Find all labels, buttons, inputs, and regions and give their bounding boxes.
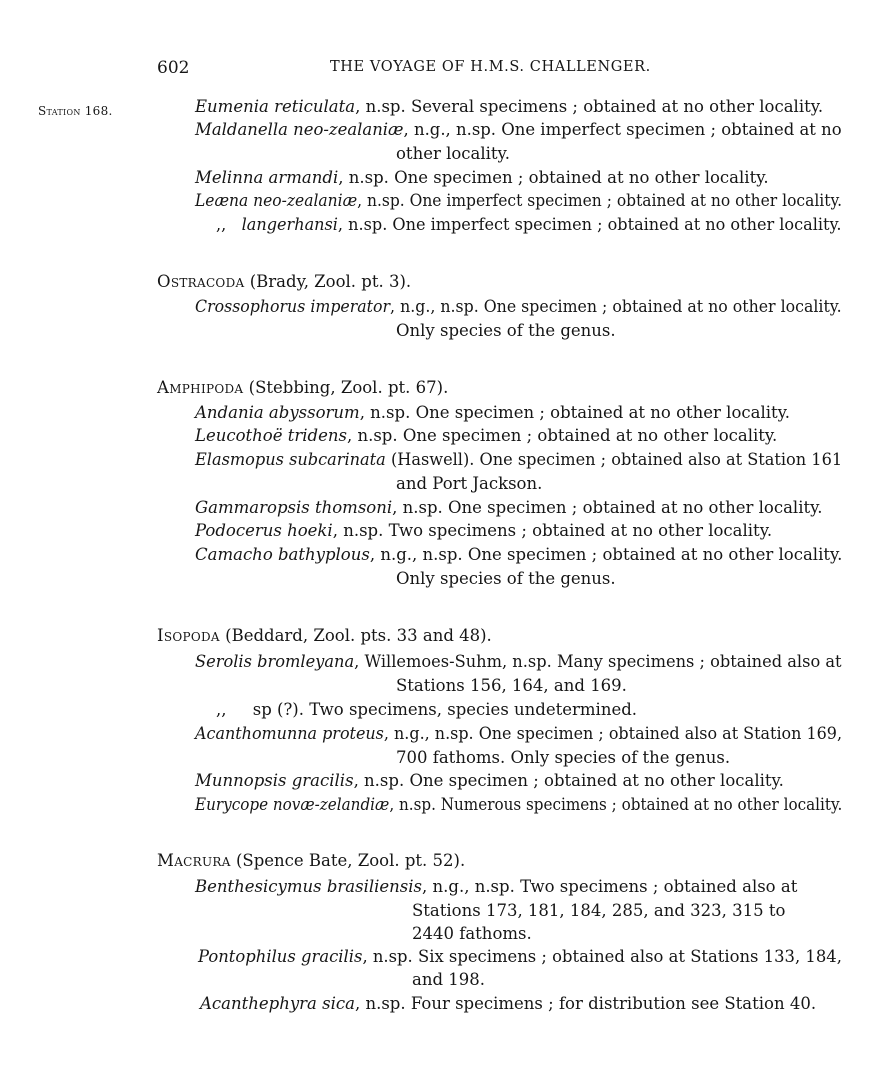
species-entry xyxy=(195,190,842,212)
species-entry xyxy=(216,214,842,236)
entry-text: (Haswell). One specimen ; obtained also at Station 161 xyxy=(385,450,843,469)
entry-text: , n.g., n.sp. One specimen ; obtained also at Station 169, xyxy=(383,724,843,743)
species-name: Serolis bromleyana xyxy=(195,652,355,671)
entry-continuation: 700 fathoms. Only species of the genus. xyxy=(396,748,731,767)
species-name: Crossophorus imperator xyxy=(195,297,391,316)
entry-text: , n.sp. One specimen ; obtained at no other locality. xyxy=(359,403,791,422)
species-name: Podocerus hoeki xyxy=(195,521,333,540)
group-heading xyxy=(157,850,465,872)
entry-continuation: Stations 173, 181, 184, 285, and 323, 315 to xyxy=(412,901,786,920)
group-name: Amphipoda xyxy=(157,378,244,397)
entry-text: , n.sp. Numerous specimens ; obtained at no other locality. xyxy=(389,795,843,814)
entry-continuation: Stations 156, 164, and 169. xyxy=(396,676,627,695)
group-authority: (Spence Bate, Zool. pt. 52). xyxy=(230,851,466,870)
group-heading xyxy=(157,271,411,293)
entry-continuation: Only species of the genus. xyxy=(396,321,616,340)
entry-text: , n.sp. Several specimens ; obtained at no other locality. xyxy=(355,97,824,116)
species-entry xyxy=(200,993,816,1015)
species-name: Leæna neo-zealaniæ xyxy=(195,191,358,210)
species-name: Melinna armandi xyxy=(195,168,339,187)
group-authority: (Beddard, Zool. pts. 33 and 48). xyxy=(219,626,492,645)
species-name: Pontophilus gracilis xyxy=(198,947,363,966)
species-name: Elasmopus subcarinata xyxy=(195,450,386,469)
page-number: 602 xyxy=(157,58,190,78)
ditto-mark: ,, xyxy=(216,215,227,234)
entry-text: , n.g., n.sp. One specimen ; obtained at no other locality. xyxy=(369,545,843,564)
species-entry xyxy=(198,946,842,968)
entry-text: , n.g., n.sp. One specimen ; obtained at no other locality. xyxy=(390,297,842,316)
species-name: Maldanella neo-zealaniæ xyxy=(195,120,404,139)
entry-text: , n.g., n.sp. Two specimens ; obtained also at xyxy=(422,877,798,896)
species-entry xyxy=(195,497,822,519)
entry-text: , n.sp. One specimen ; obtained at no other locality. xyxy=(392,498,823,517)
entry-text: , n.sp. One specimen ; obtained at no other locality. xyxy=(338,168,769,187)
species-name: Camacho bathyplous xyxy=(195,545,370,564)
species-entry xyxy=(216,699,637,721)
species-entry xyxy=(195,651,842,673)
species-name: Leucothoë tridens xyxy=(195,426,347,445)
entry-text: , n.sp. One imperfect specimen ; obtained at no other locality. xyxy=(337,215,842,234)
species-name: Munnopsis gracilis xyxy=(195,771,354,790)
species-entry xyxy=(195,167,769,189)
entry-continuation: and Port Jackson. xyxy=(396,474,543,493)
group-name: Ostracoda xyxy=(157,272,245,291)
entry-text: , n.sp. One specimen ; obtained at no other locality. xyxy=(353,771,784,790)
species-entry xyxy=(195,119,842,141)
species-entry xyxy=(195,520,772,542)
entry-text: sp (?). Two specimens, species undetermined. xyxy=(252,700,638,719)
group-heading xyxy=(157,625,492,647)
species-entry xyxy=(195,876,797,898)
entry-text: , n.sp. One imperfect specimen ; obtained at no other locality. xyxy=(357,191,843,210)
entry-text: , n.g., n.sp. One imperfect specimen ; obtained at no xyxy=(403,120,842,139)
entry-text: , n.sp. Six specimens ; obtained also at Stations 133, 184, xyxy=(362,947,842,966)
species-name: Andania abyssorum xyxy=(195,403,360,422)
species-name: Gammaropsis thomsoni xyxy=(195,498,393,517)
entry-text: , Willemoes-Suhm, n.sp. Many specimens ; obtained also at xyxy=(354,652,842,671)
species-name: Acanthephyra sica xyxy=(200,994,355,1013)
species-name: Eumenia reticulata xyxy=(195,97,356,116)
group-authority: (Stebbing, Zool. pt. 67). xyxy=(243,378,449,397)
species-name: Acanthomunna proteus xyxy=(195,724,384,743)
station-label: Station 168. xyxy=(38,104,113,118)
group-name: Macrura xyxy=(157,851,231,870)
species-entry xyxy=(195,770,784,792)
entry-continuation: 2440 fathoms. xyxy=(412,924,532,943)
entry-continuation: other locality. xyxy=(396,144,510,163)
running-title: THE VOYAGE OF H.M.S. CHALLENGER. xyxy=(330,59,651,75)
species-entry xyxy=(195,296,842,318)
group-authority: (Brady, Zool. pt. 3). xyxy=(244,272,412,291)
species-name: Eurycope novæ-zelandiæ xyxy=(195,795,390,814)
group-heading xyxy=(157,377,448,399)
entry-text: , n.sp. Four specimens ; for distribution see Station 40. xyxy=(354,994,817,1013)
species-entry xyxy=(195,544,842,566)
species-entry xyxy=(195,794,842,816)
species-name: langerhansi xyxy=(241,215,338,234)
species-entry xyxy=(195,723,842,745)
group-name: Isopoda xyxy=(157,626,220,645)
ditto-mark: ,, xyxy=(216,700,227,719)
entry-text: , n.sp. Two specimens ; obtained at no other locality. xyxy=(332,521,773,540)
species-entry xyxy=(195,402,790,424)
species-entry xyxy=(195,425,777,447)
entry-continuation: and 198. xyxy=(412,970,486,989)
species-entry xyxy=(195,449,842,471)
entry-continuation: Only species of the genus. xyxy=(396,569,616,588)
species-entry xyxy=(195,96,823,118)
species-name: Benthesicymus brasiliensis xyxy=(195,877,423,896)
entry-text: , n.sp. One specimen ; obtained at no other locality. xyxy=(346,426,778,445)
